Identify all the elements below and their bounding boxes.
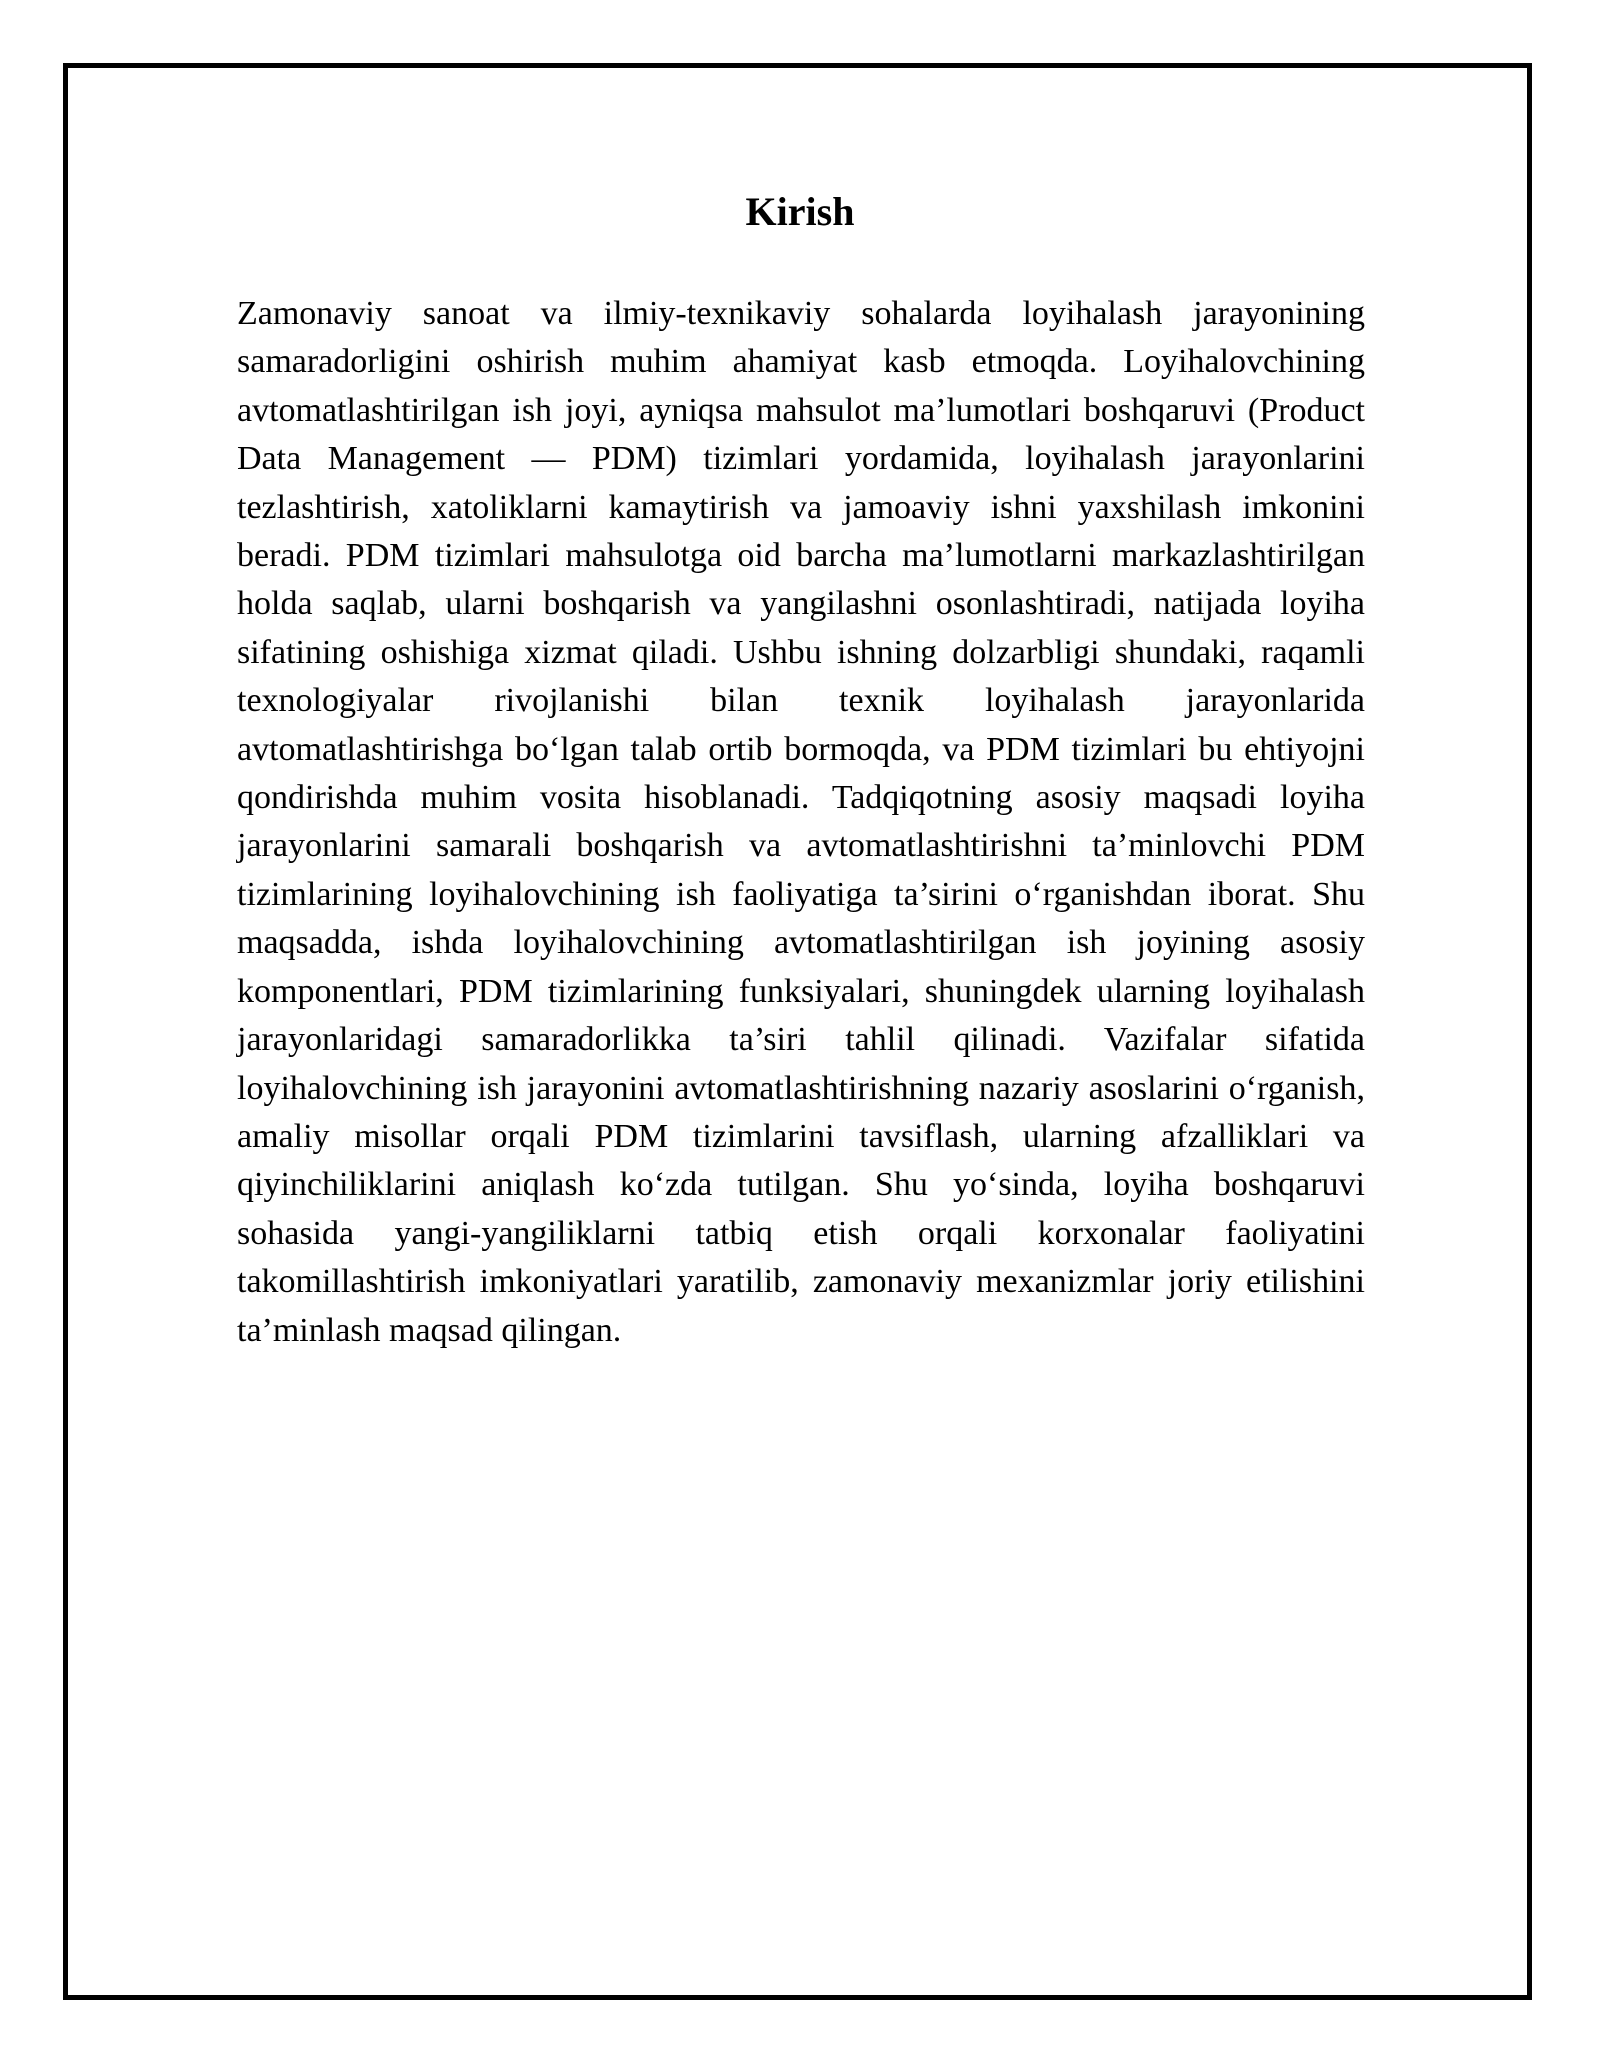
body-paragraph: Zamonaviy sanoat va ilmiy-texnikaviy sohalarda loyihalash jarayonining samaradorligini oshirish muhim ahamiyat kasb etmoqda. Loyihalovchining avtomatlashtirilgan ish joyi, ayniqsa mahsulot ma’lumotlari boshqaruvi (Product Data Management — PDM) tizimlari yordamida, loyihalash jarayonlarini tezlashtirish, xatoliklarni kamaytirish va jamoaviy ishni yaxshilash imkonini beradi. PDM tizimlari mahsulotga oid barcha ma’lumotlarni markazlashtirilgan holda saqlab, ularni boshqarish va yangilashni osonlashtiradi, natijada loyiha sifatining oshishiga xizmat qiladi. Ushbu ishning dolzarbligi shundaki, raqamli texnologiyalar rivojlanishi bilan texnik loyihalash jarayonlarida avtomatlashtirishga bo‘lgan talab ortib bormoqda, va PDM tizimlari bu ehtiyojni qondirishda muhim vosita hisoblanadi. Tadqiqotning asosiy maqsadi loyiha jarayonlarini samarali boshqarish va avtomatlashtirishni ta’minlovchi PDM tizimlarining loyihalovchining ish faoliyatiga ta’sirini o‘rganishdan iborat. Shu maqsadda, ishda loyihalovchining avtomatlashtirilgan ish joyining asosiy komponentlari, PDM tizimlarining funksiyalari, shuningdek ularning loyihalash jarayonlaridagi samaradorlikka ta’siri tahlil qilinadi. Vazifalar sifatida loyihalovchining ish jarayonini avtomatlashtirishning nazariy asoslarini o‘rganish, amaliy misollar orqali PDM tizimlarini tavsiflash, ularning afzalliklari va qiyinchiliklarini aniqlash ko‘zda tutilgan. Shu yo‘sinda, loyiha boshqaruvi sohasida yangi-yangiliklarni tatbiq etish orqali korxonalar faoliyatini takomillashtirish imkoniyatlari yaratilib, zamonaviy mexanizmlar joriy etilishini ta’minlash maqsad qilingan. [237,295,1365,1349]
page-title: Kirish [745,189,855,234]
